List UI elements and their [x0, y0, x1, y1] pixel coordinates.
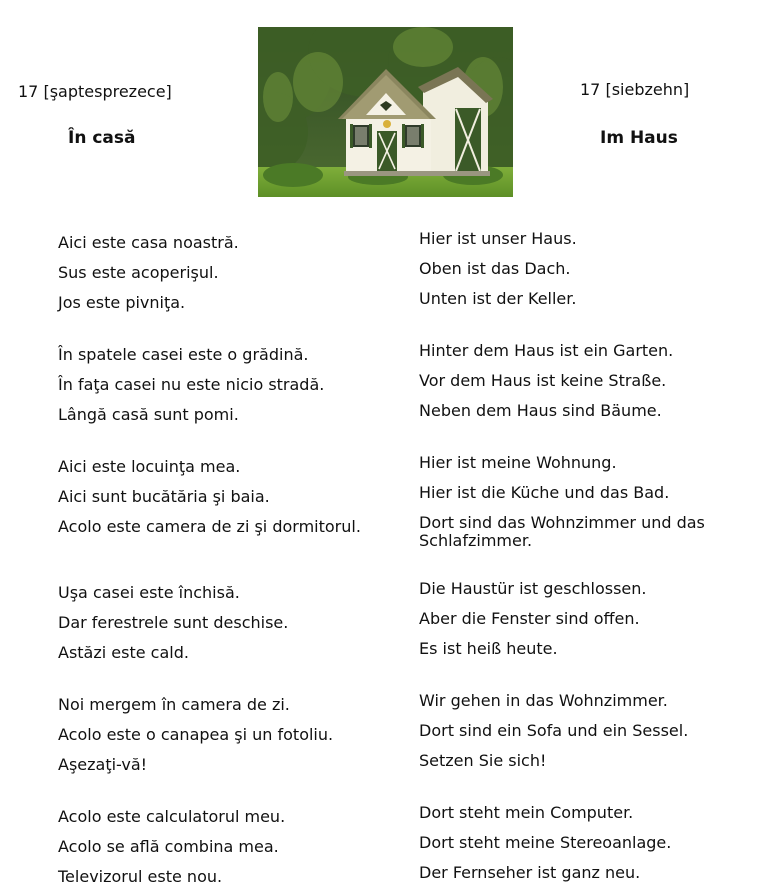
romanian-phrase: Dar ferestrele sunt deschise.	[58, 613, 289, 632]
header-romanian-title: În casă	[68, 128, 136, 148]
german-phrase: Aber die Fenster sind offen.	[419, 609, 640, 628]
romanian-phrase: Sus este acoperişul.	[58, 263, 219, 282]
german-phrase: Hinter dem Haus ist ein Garten.	[419, 341, 674, 360]
romanian-phrase: Aici sunt bucătăria şi baia.	[58, 487, 270, 506]
romanian-phrase: Acolo este camera de zi şi dormitorul.	[58, 517, 361, 536]
german-phrase: Dort steht mein Computer.	[419, 803, 634, 822]
german-phrase: Der Fernseher ist ganz neu.	[419, 863, 641, 882]
romanian-phrase: Televizorul este nou.	[58, 867, 223, 886]
german-phrase: Neben dem Haus sind Bäume.	[419, 401, 662, 420]
romanian-phrase: Aşezaţi-vă!	[58, 755, 148, 774]
german-phrase: Es ist heiß heute.	[419, 639, 558, 658]
romanian-phrase: Astăzi este cald.	[58, 643, 189, 662]
german-phrase: Hier ist meine Wohnung.	[419, 453, 617, 472]
german-phrase: Hier ist unser Haus.	[419, 229, 577, 248]
house-photo-icon	[258, 27, 513, 197]
german-phrase: Wir gehen in das Wohnzimmer.	[419, 691, 668, 710]
romanian-phrase: În faţa casei nu este nicio stradă.	[58, 375, 325, 394]
german-phrase: Unten ist der Keller.	[419, 289, 577, 308]
romanian-phrase: Jos este pivniţa.	[58, 293, 186, 312]
german-phrase: Dort steht meine Stereoanlage.	[419, 833, 672, 852]
romanian-phrase: Acolo se află combina mea.	[58, 837, 279, 856]
romanian-phrase: Aici este locuinţa mea.	[58, 457, 241, 476]
romanian-phrase: Lângă casă sunt pomi.	[58, 405, 239, 424]
romanian-phrase: Acolo este o canapea şi un fotoliu.	[58, 725, 334, 744]
german-phrase: Dort sind das Wohnzimmer und das Schlafzimmer.	[419, 513, 705, 550]
german-phrase: Oben ist das Dach.	[419, 259, 571, 278]
german-phrase: Setzen Sie sich!	[419, 751, 547, 770]
header-romanian-number: 17 [şaptesprezece]	[18, 82, 172, 101]
romanian-phrase: Acolo este calculatorul meu.	[58, 807, 286, 826]
header-german-number: 17 [siebzehn]	[580, 80, 690, 99]
german-phrase: Die Haustür ist geschlossen.	[419, 579, 647, 598]
header-german-title: Im Haus	[600, 128, 678, 148]
german-phrase: Hier ist die Küche und das Bad.	[419, 483, 670, 502]
german-phrase: Vor dem Haus ist keine Straße.	[419, 371, 667, 390]
romanian-phrase: Noi mergem în camera de zi.	[58, 695, 290, 714]
romanian-phrase: În spatele casei este o grădină.	[58, 345, 309, 364]
romanian-phrase: Uşa casei este închisă.	[58, 583, 240, 602]
romanian-phrase: Aici este casa noastră.	[58, 233, 239, 252]
german-phrase: Dort sind ein Sofa und ein Sessel.	[419, 721, 689, 740]
